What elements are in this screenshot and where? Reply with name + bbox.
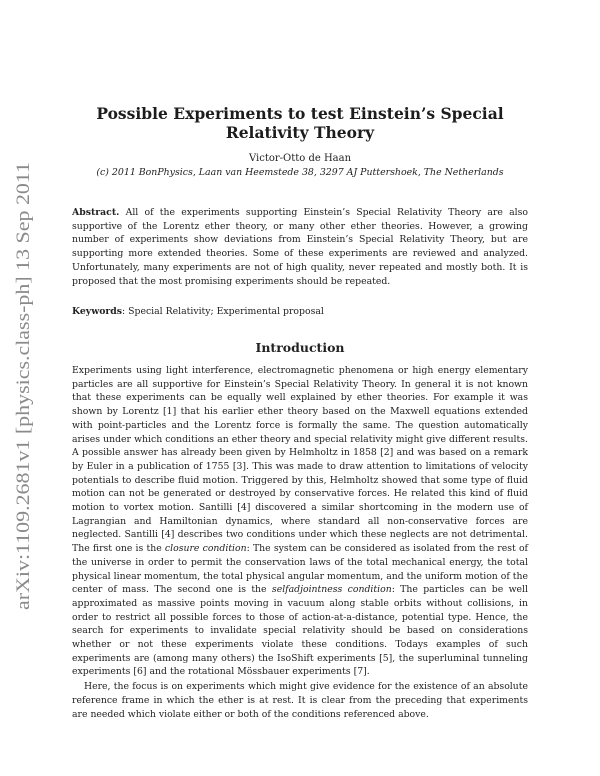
affiliation: (c) 2011 BonPhysics, Laan van Heemstede 38, 3297 AJ Puttershoek, The Netherlands (96, 167, 504, 178)
keywords-text: : Special Relativity; Experimental proposal (122, 306, 324, 317)
arxiv-stamp (10, 160, 36, 610)
keywords (72, 305, 528, 318)
abstract-label: Abstract. (72, 207, 120, 218)
intro-paragraph-1 (72, 364, 528, 679)
section-title-introduction: Introduction (255, 340, 345, 355)
arxiv-stamp-text: arXiv:1109.2681v1 [physics.class-ph] 13 Sep 2011 (13, 221, 34, 610)
intro-p1-part3: : The particles can be well approximated as massive points moving in vacuum along stable orbits without collisions, in order to restrict all possible forces to those of action-at-a-distance, potential type. Hence, the search for experiments to invalidate special relativity should be based on considerations whether or not these experiments violate these conditions. Todays examples of such experiments are (among many others) the IsoShift experiments [5], the superluminal tunneling experiments [6] and the rotational Mössbauer experiments [7]. (72, 584, 529, 678)
keywords-label: Keywords (72, 306, 123, 317)
intro-p1-part2: : The system can be considered as isolated from the rest of the universe in order to permit the conservation laws of the total mechanical energy, the total physical linear momentum, the total physical angular momentum, and the uniform motion of the center of mass. The second one is the (72, 543, 528, 596)
abstract-text: All of the experiments supporting Einstein’s Special Relativity Theory are also supportive of the Lorentz ether theory, or many other ether theories. However, a growing number of experiments show deviations from Einstein’s Special Relativity Theory, but are supporting more extended theories. Some of these experiments are reviewed and analyzed. Unfortunately, many experiments are not of high quality, never repeated and mostly both. It is proposed that the most promising experiments should be repeated. (72, 207, 528, 287)
paper-title (70, 104, 530, 142)
intro-paragraph-2: Here, the focus is on experiments which might give evidence for the existence of an absolute reference frame in which the ether is at rest. It is clear from the preceding that experiments are needed which violate either or both of the conditions referenced above. (72, 681, 528, 720)
selfadjointness-condition-term: selfadjointness condition (271, 584, 392, 596)
intro-p1-part1: Experiments using light interference, electromagnetic phenomena or high energy elementary particles are all supportive for Einstein’s Special Relativity Theory. In general it is not known that these experiments can be equally well explained by ether theories. For example it was shown by Lorentz [1] that his earlier ether theory based on the Maxwell equations extended with point-particles and the Lorentz force is formally the same. The question automatically arises under which conditions an ether theory and special relativity might give different results. A possible answer has already been given by Helmholtz in 1858 [2] and was based on a remark by Euler in a publication of 1755 [3]. This was made to draw attention to limitations of velocity potentials to describe fluid motion. Triggered by this, Helmholtz showed that some type of fluid motion can not be generated or destroyed by conservative forces. He related this kind of fluid motion to vortex motion. Santilli [4] discovered a similar shortcoming in the modern use of Lagrangian and Hamiltonian dynamics, where standard all non-conservative forces are neglected. Santilli [4] describes two conditions under which these neglects are not detrimental. The first one is the (72, 365, 528, 555)
closure-condition-term: closure condition (164, 543, 247, 555)
title-line-2: Relativity Theory (225, 123, 375, 142)
author: Victor-Otto de Haan (248, 153, 352, 164)
introduction-body (72, 364, 528, 721)
abstract (72, 206, 528, 288)
title-line-1: Possible Experiments to test Einstein’s Special (96, 104, 504, 123)
